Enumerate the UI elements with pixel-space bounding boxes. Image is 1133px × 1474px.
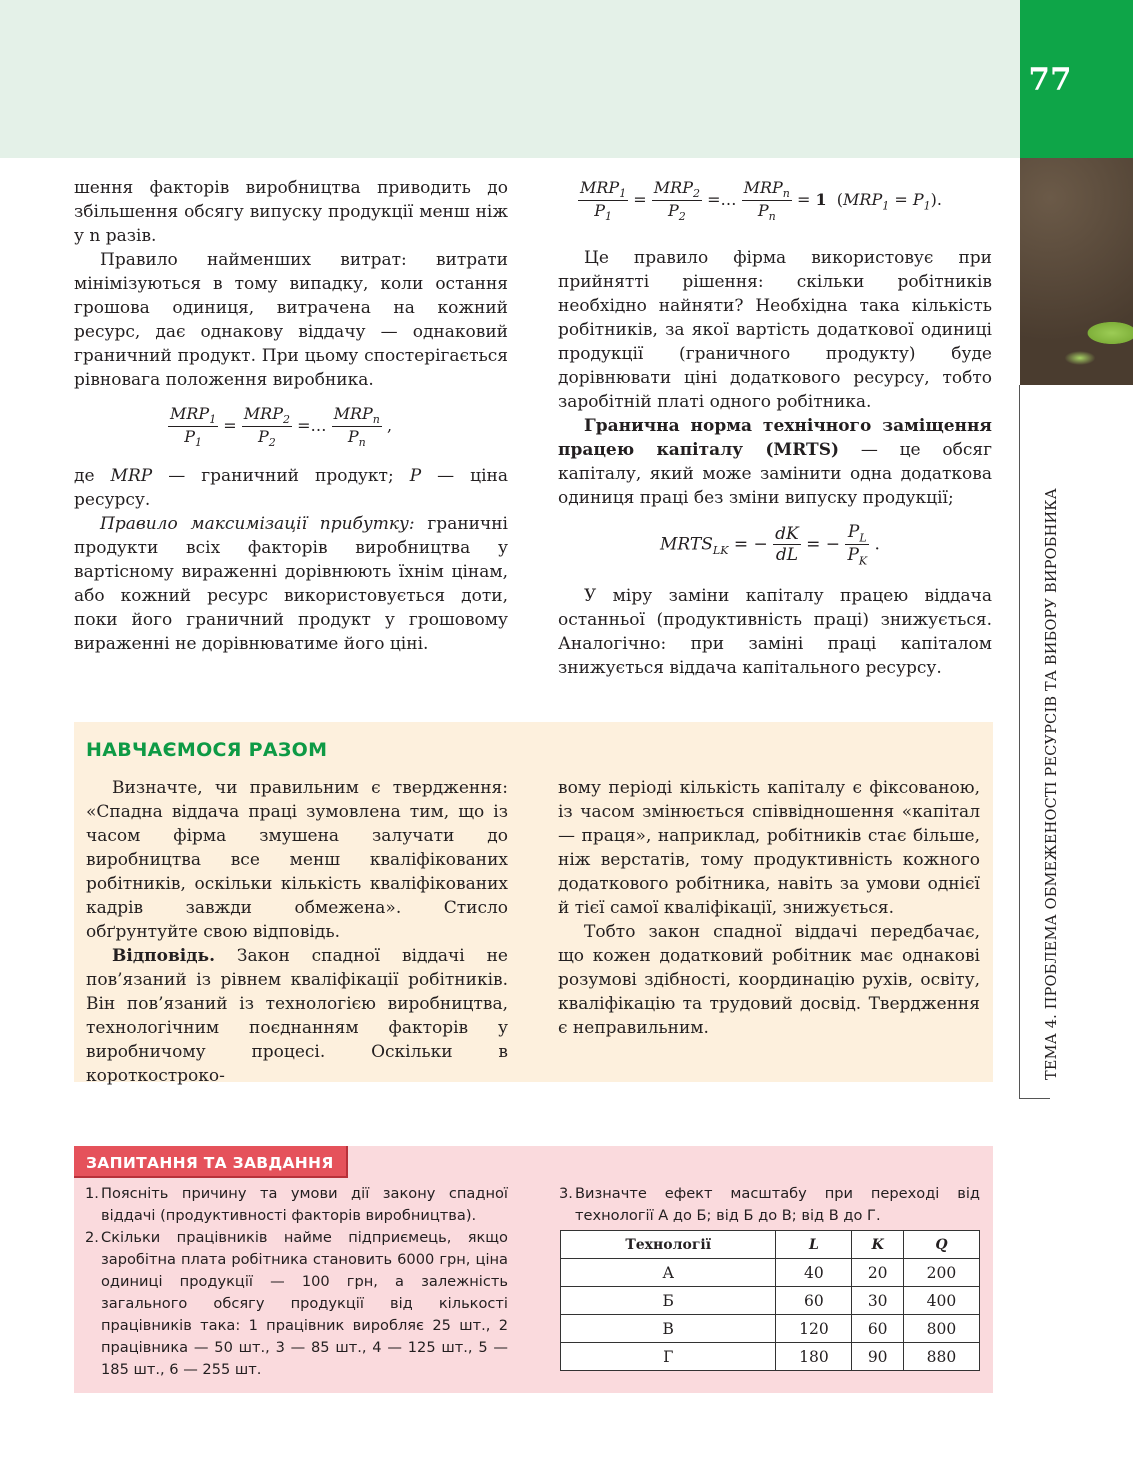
side-topic-title: ТЕМА 4. ПРОБЛЕМА ОБМЕЖЕНОСТІ РЕСУРСІВ ТА ВИБОРУ ВИРОБНИКА [1044,488,1060,1080]
table-cell: Б [561,1287,776,1315]
table-cell: 880 [903,1343,979,1371]
table-row [561,1287,980,1315]
right-paragraph-1: Це правило фірма використовує при прийнятті рішення: скільки робітників необхідно найняти? Необхідна така кількість робітників, за якої вартість додаткової одиниці продукції (граничного продукту) буде дорівнювати ціні додаткового ресурсу, тобто заробітній платі одного робітника. [558,248,992,412]
table-cell: 800 [903,1315,979,1343]
left-paragraph-4: Правило максимізації прибутку: граничні продукти всіх факторів виробництва у вартісному вираженні дорівнюють їхнім цінам, або кожний ресурс використовується доти, поки його граничний продукт у грошовому вираженні не дорівнюватиме його ціні. [74,514,508,654]
table-header: K [852,1231,904,1259]
right-paragraph-3: У міру заміни капіталу працею віддача останньої (продуктивність праці) знижується. Аналогічно: при заміні праці капіталом знижується віддача капітального ресурсу. [558,586,992,678]
table-row [561,1343,980,1371]
table-cell: 400 [903,1287,979,1315]
header-band [0,0,1020,158]
question-item: 3. Визначте ефект масштабу при переході від технології А до Б; від Б до В; від В до Г. [559,1185,980,1224]
table-header: Технології [561,1231,776,1259]
table-cell: 180 [776,1343,852,1371]
learn-answer-continued: вому періоді кількість капіталу є фіксованою, із часом змінюється співвідношення «капітал — праця», наприклад, робітників стає більше, ніж верстатів, тому продуктивність кожного додаткового робітника, навіть за умови однієї й тієї самої кваліфікації, знижується. [558,778,980,918]
table-cell: 200 [903,1259,979,1287]
table-cell: 60 [852,1315,904,1343]
table-cell: А [561,1259,776,1287]
left-paragraph-1: шення факторів виробництва приводить до збільшення обсягу випуску продукції менш ніж у n разів. [74,178,508,246]
table-header-row [561,1231,980,1259]
table-header: L [776,1231,852,1259]
learn-right-column [558,776,980,1040]
table-cell: 30 [852,1287,904,1315]
table-row [561,1315,980,1343]
table-row [561,1259,980,1287]
learn-question: Визначте, чи правильним є твердження: «Спадна віддача праці зумовлена тим, що із часом фірма змушена залучати до виробництва все менш кваліфікованих робітників, оскільки кількість кваліфікованих кадрів завжди обмежена». Стисло обґрунтуйте свою відповідь. [86,778,508,942]
questions-right-column [548,1183,980,1227]
question-item: 2. Скільки працівників найме підприємець, якщо заробітна плата робітника становить 6000 грн, ціна одиниці продукції — 100 грн, а залежність загального обсягу продукції від кількості працівників така: 1 працівник виробляє 25 шт., 2 працівника — 50 шт., 3 — 85 шт., 4 — 125 шт., 5 — 185 шт., 6 — 255 шт. [85,1229,508,1378]
equilibrium-formula: $\frac{MRP_1}{P_1}$ = $\frac{MRP_2}{P_2}$ =… $\frac{MRP_n}{P_n}$ , [170,404,393,450]
questions-heading: ЗАПИТАННЯ ТА ЗАВДАННЯ [74,1146,348,1178]
left-column-bottom [74,464,508,656]
right-column-bottom [558,584,992,680]
table-header: Q [903,1231,979,1259]
right-paragraph-2: Гранична норма технічного заміщення працею капіталу (MRTS) — це обсяг капіталу, який може замінити одна додаткова одиниця праці без зміни випуску продукції; [558,416,993,508]
learn-answer-conclusion: Тобто закон спадної віддачі передбачає, що кожен додатковий робітник має однакові розумові здібності, координацію рухів, освіту, кваліфікацію та трудовий досвід. Твердження є неправильним. [558,922,980,1038]
table-cell: 20 [852,1259,904,1287]
table-cell: 120 [776,1315,852,1343]
left-paragraph-2: Правило найменших витрат: витрати мінімізуються в тому випадку, коли остання грошова одиниця, витрачена на кожний ресурс, дає однакову віддачу — однаковий граничний продукт. При цьому спостерігається рівновага положення виробника. [74,250,508,390]
technology-table [560,1230,980,1371]
learn-left-column [86,776,508,1088]
table-cell: 40 [776,1259,852,1287]
hiring-formula: $\frac{MRP_1}{P_1}$ = $\frac{MRP_2}{P_2}$ =… $\frac{MRP_n}{P_n}$ = 1 $(MRP_1 = P_1)$. [580,178,942,224]
soil-sprout-photo [1020,158,1133,385]
mrts-formula: $MRTS_{LK}$ = − $\frac{dK}{dL}$ = − $\frac{P_L}{P_K}$ . [660,522,880,568]
table-cell: Г [561,1343,776,1371]
learn-answer-start: Відповідь. Закон спадної віддачі не пов’язаний із рівнем кваліфікації робітників. Він пов’язаний із технологією виробництва, технологічним поєднанням факторів у виробничому процесі. Оскільки в короткостроко- [86,946,508,1086]
questions-left-column [74,1183,508,1381]
question-item: 1. Поясніть причину та умови дії закону спадної віддачі (продуктивності факторів виробництва). [85,1185,508,1224]
page-number: 77 [1028,62,1072,98]
table-cell: 60 [776,1287,852,1315]
left-column-top [74,176,508,392]
table-cell: 90 [852,1343,904,1371]
learn-together-heading: НАВЧАЄМОСЯ РАЗОМ [86,739,328,761]
right-column-top [558,246,992,510]
left-paragraph-3: де MRP — граничний продукт; P — ціна ресурсу. [74,466,508,510]
table-cell: В [561,1315,776,1343]
